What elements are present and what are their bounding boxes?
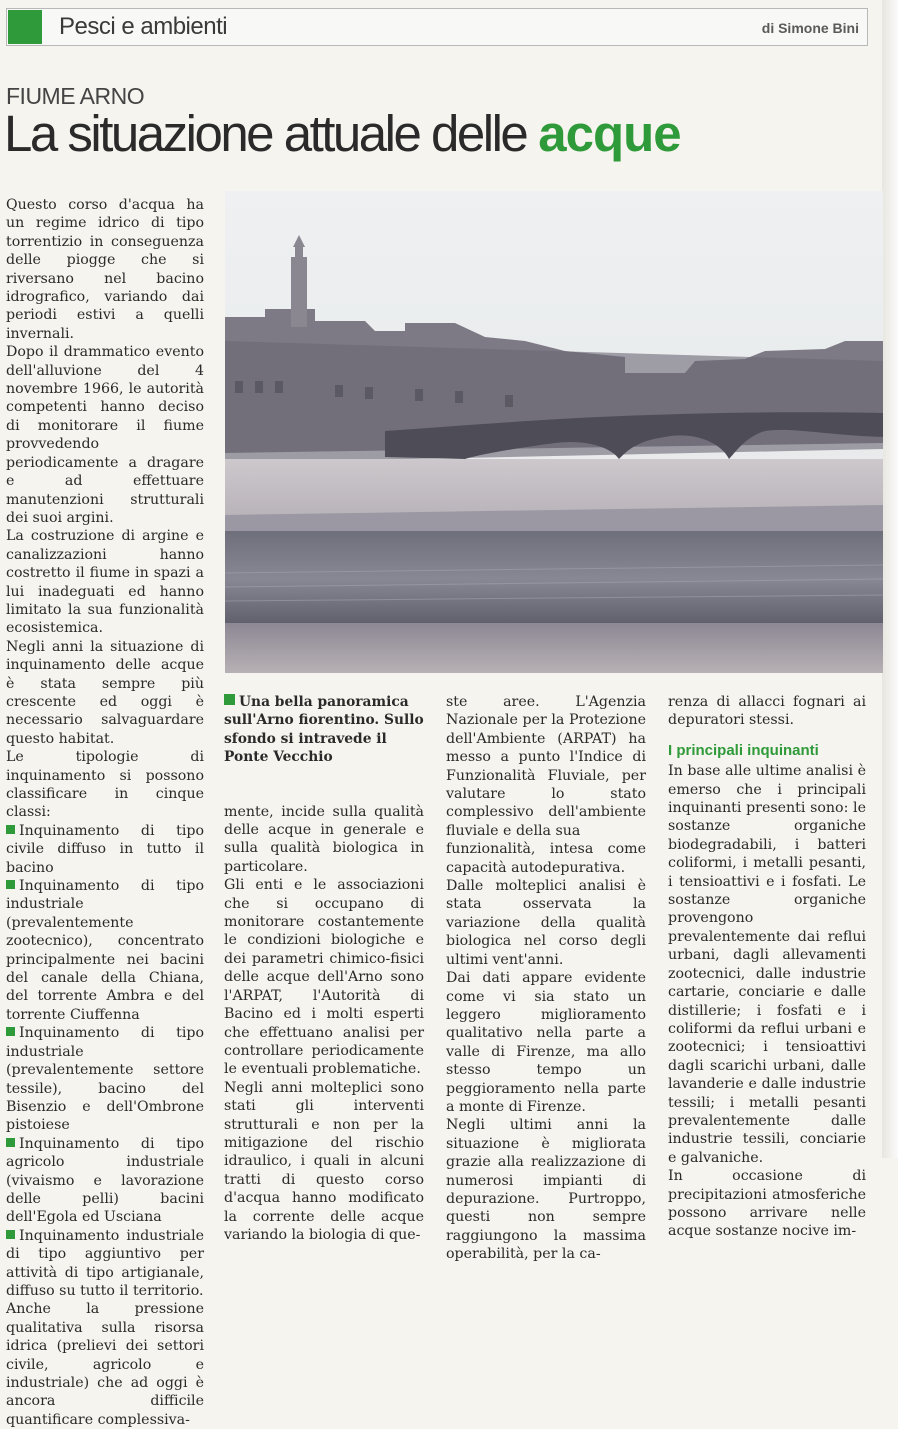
paragraph: mente, incide sulla qualità delle acque in generale e sulla qualità biologica in particolare. bbox=[224, 803, 424, 875]
paragraph: Anche la pressione qualitativa sulla risorsa idrica (prelievi dei settori civile, agricolo e industriale) che ad oggi è ancora difficile quantificare complessiva- bbox=[6, 1301, 204, 1428]
bullet-square-icon bbox=[6, 1230, 15, 1239]
list-item: Inquinamento industriale di tipo aggiuntivo per attività di tipo artigianale, diffuso su tutto il territorio. bbox=[6, 1227, 204, 1299]
paragraph: Negli anni la situazione di inquinamento delle acque è stata sempre più crescente ed oggi è necessario salvaguardare questo habitat. bbox=[6, 638, 204, 747]
photo-caption: Una bella panoramica sull'Arno fiorentino. Sullo sfondo si intravede il Ponte Vecchio bbox=[224, 694, 424, 766]
list-item: Inquinamento di tipo agricolo industriale (vivaismo e lavorazione delle pelli) bacini dell'Egola ed Usciana bbox=[6, 1135, 204, 1226]
column-2 bbox=[224, 693, 424, 1244]
section-title: Pesci e ambienti bbox=[59, 13, 228, 40]
paragraph: La costruzione di argine e canalizzazioni hanno costretto il fiume in spazi a lui inadeguati ed hanno limitato la sua funzionalità ecosistemica. bbox=[6, 528, 204, 637]
subheading: I principali inquinanti bbox=[668, 741, 819, 759]
caption-square-icon bbox=[224, 694, 235, 705]
bullet-square-icon bbox=[6, 1027, 15, 1036]
list-item: Inquinamento di tipo civile diffuso in tutto il bacino bbox=[6, 822, 204, 876]
column-3 bbox=[446, 693, 646, 1264]
list-item: Inquinamento di tipo industriale (prevalentemente settore tessile), bacino del Bisenzio e dell'Ombrone pistoiese bbox=[6, 1025, 204, 1134]
article-kicker: FIUME ARNO bbox=[6, 83, 145, 109]
headline-accent: acque bbox=[538, 105, 681, 162]
paragraph: Le tipologie di inquinamento si possono classificare in cinque classi: bbox=[6, 749, 204, 821]
paragraph: ste aree. L'Agenzia Nazionale per la Protezione dell'Ambiente (ARPAT) ha messo a punto l'Indice di Funzionalità Fluviale, per valutare lo stato complessivo dell'ambiente fluviale e della sua bbox=[446, 694, 646, 839]
article-headline bbox=[4, 104, 681, 163]
paragraph: Dai dati appare evidente come vi sia stato un leggero miglioramento qualitativo nella parte a valle di Firenze, ma allo stesso tempo un peggioramento nella parte a monte di Firenze. bbox=[446, 970, 646, 1115]
paragraph: Dopo il drammatico evento dell'alluvione del 4 novembre 1966, le autorità competenti hanno deciso di monitorare il fiume provvedendo periodicamente a dragare e ad effettuare manutenzioni strutturali dei suoi argini. bbox=[6, 344, 204, 526]
headline-main: La situazione attuale delle bbox=[4, 105, 527, 162]
section-color-marker bbox=[8, 10, 42, 44]
paragraph: In base alle ultime analisi è emerso che i principali inquinanti presenti sono: le sostanze organiche biodegradabili, i batteri coliformi, i metalli pesanti, i tensioattivi e i fosfati. Le sostanze organiche provengono prevalentemente dai reflui urbani, dagli allevamenti zootecnici, dalle industrie cartarie, conciarie e dalle distillerie; i fosfati e i coliformi da reflui urbani e zootecnici; i tensioattivi dagli scarichi urbani, dalle lavanderie e dalle industrie tessili; i metalli pesanti prevalentemente dalle industrie tessili, conciarie e galvaniche. bbox=[668, 763, 866, 1166]
paragraph: funzionalità, intesa come capacità autodepurativa. bbox=[446, 841, 646, 876]
arno-river-photo bbox=[225, 191, 883, 673]
column-1 bbox=[6, 196, 204, 1429]
bullet-square-icon bbox=[6, 825, 15, 834]
paragraph: In occasione di precipitazioni atmosferiche possono arrivare nelle acque sostanze nocive im- bbox=[668, 1168, 866, 1240]
list-item: Inquinamento di tipo industriale (prevalentemente zootecnico), concentrato principalmente nei bacini del canale della Chiana, del torrente Ambra e del torrente Ciuffenna bbox=[6, 878, 204, 1023]
paragraph: Negli ultimi anni la situazione è migliorata grazie alla realizzazione di numerosi impianti di depurazione. Purtroppo, questi non sempre raggiungono la massima operabilità, per la ca- bbox=[446, 1117, 646, 1263]
bullet-square-icon bbox=[6, 1138, 15, 1147]
column-4 bbox=[668, 693, 866, 1241]
paragraph: Dalle molteplici analisi è stata osservata la variazione della qualità biologica nel corso degli ultimi vent'anni. bbox=[446, 878, 646, 968]
author-byline: di Simone Bini bbox=[761, 20, 859, 36]
bullet-square-icon bbox=[6, 880, 15, 889]
paragraph: renza di allacci fognari ai depuratori stessi. bbox=[668, 694, 866, 729]
section-header bbox=[6, 8, 868, 46]
page-spine bbox=[882, 0, 898, 1158]
paragraph: Questo corso d'acqua ha un regime idrico di tipo torrentizio in conseguenza delle piogge che si riversano nel bacino idrografico, variando dai periodi estivi a quelli invernali. bbox=[6, 197, 204, 342]
paragraph: Gli enti e le associazioni che si occupano di monitorare costantemente le condizioni biologiche e dei parametri chimico-fisici delle acque dell'Arno sono l'ARPAT, l'Autorità di Bacino ed i molti esperti che effettuano analisi per controllare periodicamente le eventuali problematiche. bbox=[224, 877, 424, 1078]
paragraph: Negli anni molteplici sono stati gli interventi strutturali e non per la mitigazione del rischio idraulico, i quali in alcuni tratti di questo corso d'acqua hanno modificato la corrente delle acque variando la biologia di que- bbox=[224, 1079, 424, 1243]
